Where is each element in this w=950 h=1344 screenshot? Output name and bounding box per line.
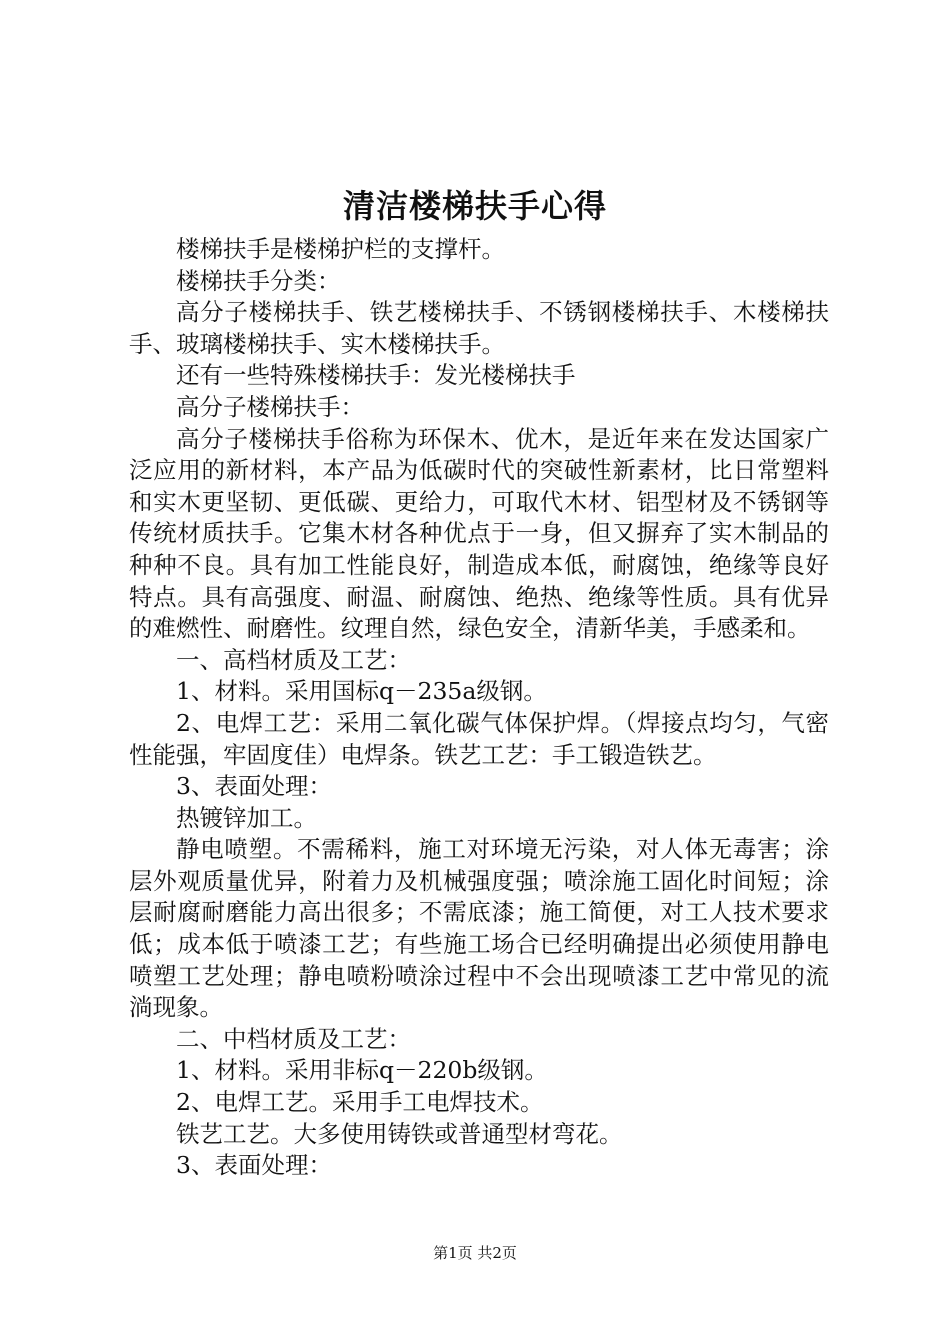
- paragraph-2: 楼梯扶手分类：: [176, 266, 341, 295]
- paragraph-16: 铁艺工艺。大多使用铸铁或普通型材弯花。: [176, 1119, 623, 1148]
- document-title: 清洁楼梯扶手心得: [342, 187, 607, 225]
- paragraph-11: 热镀锌加工。: [176, 803, 317, 832]
- paragraph-17: 3、表面处理：: [176, 1151, 332, 1180]
- paragraph-6: 高分子楼梯扶手俗称为环保木、优木，是近年来在发达国家广泛应用的新材料，本产品为低碳时代的突破性新素材，比日常塑料和实木更坚韧、更低碳、更给力，可取代木材、铝型材及不锈钢等传统材质扶手。它集木材各种优点于一身，但又摒弃了实木制品的种种不良。具有加工性能良好，制造成本低，耐腐蚀，绝缘等良好特点。具有高强度、耐温、耐腐蚀、绝热、绝缘等性质。具有优异的难燃性、耐磨性。纹理自然，绿色安全，清新华美，手感柔和。: [129, 424, 829, 643]
- paragraph-9: 2、电焊工艺：采用二氧化碳气体保护焊。（焊接点均匀，气密性能强，牢固度佳）电焊条。铁艺工艺：手工锻造铁艺。: [129, 708, 829, 769]
- page-footer: 第1页 共2页: [433, 1244, 517, 1262]
- paragraph-12: 静电喷塑。不需稀料，施工对环境无污染，对人体无毒害；涂层外观质量优异，附着力及机械强度强；喷涂施工固化时间短；涂层耐腐耐磨能力高出很多；不需底漆；施工简便，对工人技术要求低；成本低于喷漆工艺；有些施工场合已经明确提出必须使用静电喷塑工艺处理；静电喷粉喷涂过程中不会出现喷漆工艺中常见的流淌现象。: [129, 835, 829, 1022]
- paragraph-13: 二、中档材质及工艺：: [176, 1024, 411, 1053]
- paragraph-1: 楼梯扶手是楼梯护栏的支撑杆。: [176, 235, 505, 263]
- paragraph-5: 高分子楼梯扶手：: [176, 392, 364, 421]
- paragraph-8: 1、材料。采用国标q－235a级钢。: [176, 677, 547, 706]
- paragraph-4: 还有一些特殊楼梯扶手：发光楼梯扶手: [176, 361, 576, 390]
- paragraph-14: 1、材料。采用非标q－220b级钢。: [176, 1056, 548, 1085]
- paragraph-10: 3、表面处理：: [176, 772, 332, 801]
- document-body: [129, 234, 829, 1182]
- paragraph-7: 一、高档材质及工艺：: [176, 645, 411, 674]
- paragraph-15: 2、电焊工艺。采用手工电焊技术。: [176, 1088, 544, 1117]
- paragraph-3: 高分子楼梯扶手、铁艺楼梯扶手、不锈钢楼梯扶手、木楼梯扶手、玻璃楼梯扶手、实木楼梯扶手。: [129, 298, 829, 358]
